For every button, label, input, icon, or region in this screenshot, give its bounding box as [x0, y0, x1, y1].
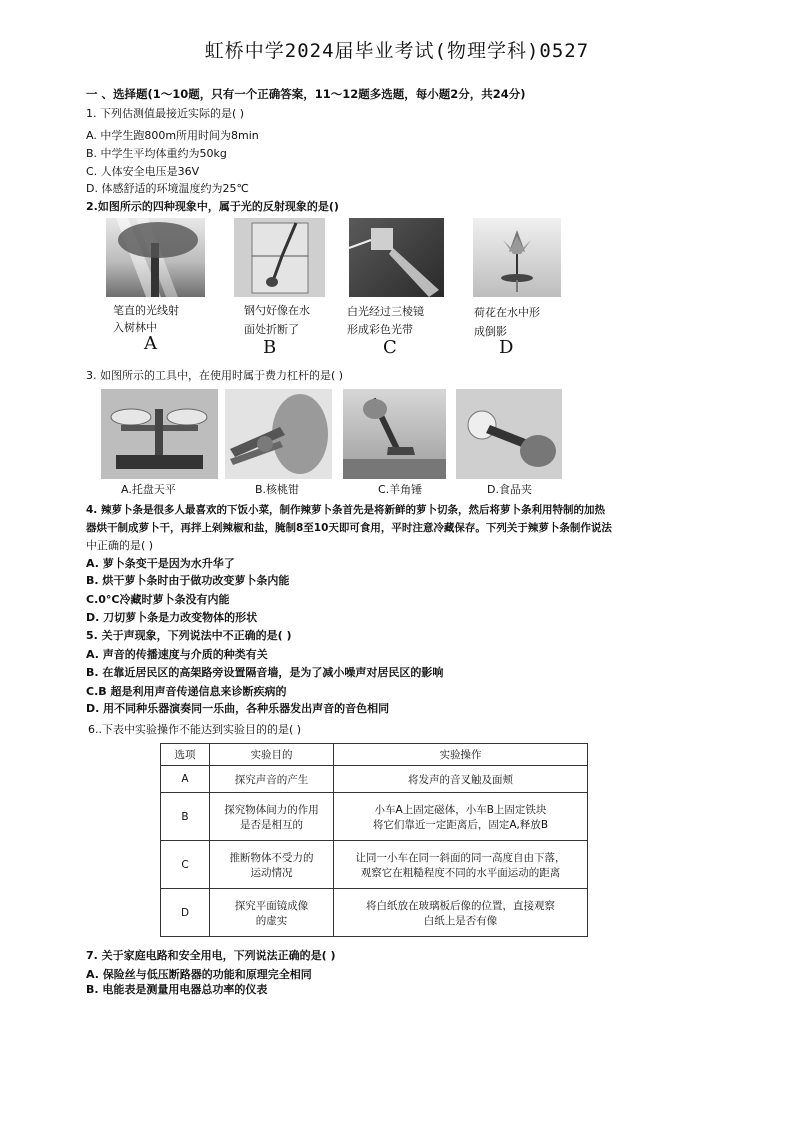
row-goal	[210, 766, 334, 793]
row-option: B	[161, 793, 210, 841]
q4-option-b: B. 烘干萝卜条时由于做功改变萝卜条内能	[86, 574, 290, 587]
page-title: 虹桥中学2024届毕业考试(物理学科)0527	[204, 40, 590, 62]
q5-option-c: C.B 超是利用声音传递信息来诊断疾病的	[86, 685, 287, 698]
q2-letter-a: A	[144, 333, 157, 354]
q3-label-c: C.羊角锤	[378, 483, 423, 496]
q3-image-a	[101, 389, 218, 479]
table-row	[161, 841, 588, 889]
row-goal-line: 的虚实	[255, 914, 288, 927]
q3-label-d: D.食品夹	[487, 483, 532, 496]
q1-option-d: D. 体感舒适的环境温度约为25℃	[86, 182, 249, 195]
q7-stem: 7. 关于家庭电路和安全用电，下列说法正确的是( )	[86, 949, 336, 962]
table-row	[161, 889, 588, 937]
table-row	[161, 766, 588, 793]
row-operation-line: 白纸上是否有像	[423, 914, 498, 927]
row-goal-line: 运动情况	[250, 866, 293, 879]
q2-image-d	[473, 218, 561, 297]
row-goal-line: 是否是相互的	[240, 818, 303, 831]
q7-option-a: A. 保险丝与低压断路器的功能和原理完全相同	[86, 968, 312, 981]
q2-letter-c: C	[383, 337, 397, 358]
row-operation	[334, 841, 588, 889]
row-option: D	[161, 889, 210, 937]
q4-option-a: A. 萝卜条变干是因为水升华了	[86, 557, 235, 570]
q4-option-c: C.0°C冷藏时萝卜条没有内能	[86, 593, 230, 606]
q3-image-d	[456, 389, 562, 479]
row-operation	[334, 889, 588, 937]
q4-stem-line1: 4. 辣萝卜条是很多人最喜欢的下饭小菜，制作辣萝卜条首先是将新鲜的萝卜切条，然后将萝卜条利用特制的加热	[86, 504, 605, 516]
section-heading: 一 、选择题(1～10题，只有一个正确答案，11～12题多选题，每小题2分，共24分)	[86, 87, 526, 101]
row-goal-line: 探究物体间力的作用	[224, 803, 319, 816]
row-option: C	[161, 841, 210, 889]
q2-letter-b: B	[263, 337, 277, 358]
row-goal-line: 推断物体不受力的	[229, 851, 314, 864]
q3-label-a: A.托盘天平	[121, 483, 176, 496]
q3-image-b	[225, 389, 332, 479]
row-operation-line: 将发声的音叉触及面颊	[408, 773, 513, 786]
row-goal-line: 探究声音的产生	[234, 773, 309, 786]
row-option: A	[161, 766, 210, 793]
q3-image-c	[343, 389, 446, 479]
q1-option-b: B. 中学生平均体重约为50kg	[86, 147, 227, 160]
q2-caption-c1: 白光经过三棱镜	[347, 305, 424, 318]
q3-stem: 3. 如图所示的工具中，在使用时属于费力杠杆的是( )	[86, 369, 344, 382]
q2-caption-d1: 荷花在水中形	[474, 306, 540, 319]
q5-stem: 5. 关于声现象，下列说法中不正确的是( )	[86, 629, 292, 642]
q4-stem-line2: 器烘干制成萝卜干，再拌上剁辣椒和盐，腌制8至10天即可食用，平时注意冷藏保存。下列关于辣萝卜条制作说法	[86, 522, 612, 534]
q5-option-d: D. 用不同种乐器演奏同一乐曲，各种乐器发出声音的音色相同	[86, 702, 390, 715]
q2-caption-a2: 入树林中	[113, 321, 157, 334]
q5-option-b: B. 在靠近居民区的高架路旁设置隔音墙，是为了减小噪声对居民区的影响	[86, 666, 444, 679]
q2-caption-a1: 笔直的光线射	[113, 304, 179, 317]
header-goal: 实验目的	[210, 744, 334, 766]
row-operation-line: 将它们靠近一定距离后，固定A,释放B	[372, 818, 549, 831]
q3-label-b: B.核桃钳	[255, 483, 300, 496]
row-goal	[210, 889, 334, 937]
table-header-row	[161, 744, 588, 766]
row-operation	[334, 793, 588, 841]
q6-stem: 6..下表中实验操作不能达到实验目的的是( )	[88, 723, 302, 736]
experiment-table	[160, 743, 588, 937]
q1-option-a: A. 中学生跑800m所用时间为8min	[86, 129, 259, 142]
row-operation-line: 将白纸放在玻璃板后像的位置，直接观察	[366, 899, 555, 912]
header-operation: 实验操作	[334, 744, 588, 766]
row-operation-line: 观察它在粗糙程度不同的水平面运动的距离	[360, 866, 561, 879]
q2-letter-d: D	[499, 337, 514, 358]
q2-caption-b1: 钢勺好像在水	[244, 304, 310, 317]
q2-caption-d2: 成倒影	[474, 325, 507, 338]
q2-image-a	[106, 218, 205, 297]
q7-option-b: B. 电能表是测量用电器总功率的仪表	[86, 983, 268, 996]
q1-stem: 1. 下列估测值最接近实际的是( )	[86, 107, 245, 120]
q4-stem-line3: 中正确的是( )	[86, 539, 154, 552]
table-row	[161, 793, 588, 841]
q4-option-d: D. 刀切萝卜条是力改变物体的形状	[86, 611, 258, 624]
row-operation	[334, 766, 588, 793]
q2-caption-b2: 面处折断了	[244, 323, 299, 336]
row-goal	[210, 841, 334, 889]
q2-image-b	[234, 218, 325, 297]
row-operation-line: 小车A上固定磁体，小车B上固定铁块	[374, 803, 547, 816]
q2-stem: 2.如图所示的四种现象中，属于光的反射现象的是()	[86, 200, 339, 213]
row-goal	[210, 793, 334, 841]
q1-option-c: C. 人体安全电压是36V	[86, 165, 200, 178]
row-goal-line: 探究平面镜成像	[234, 899, 309, 912]
q2-caption-c2: 形成彩色光带	[347, 323, 413, 336]
q5-option-a: A. 声音的传播速度与介质的种类有关	[86, 648, 268, 661]
row-operation-line: 让同一小车在同一斜面的同一高度自由下落，	[355, 851, 566, 864]
q2-image-c	[349, 218, 444, 297]
header-option: 选项	[161, 744, 210, 766]
